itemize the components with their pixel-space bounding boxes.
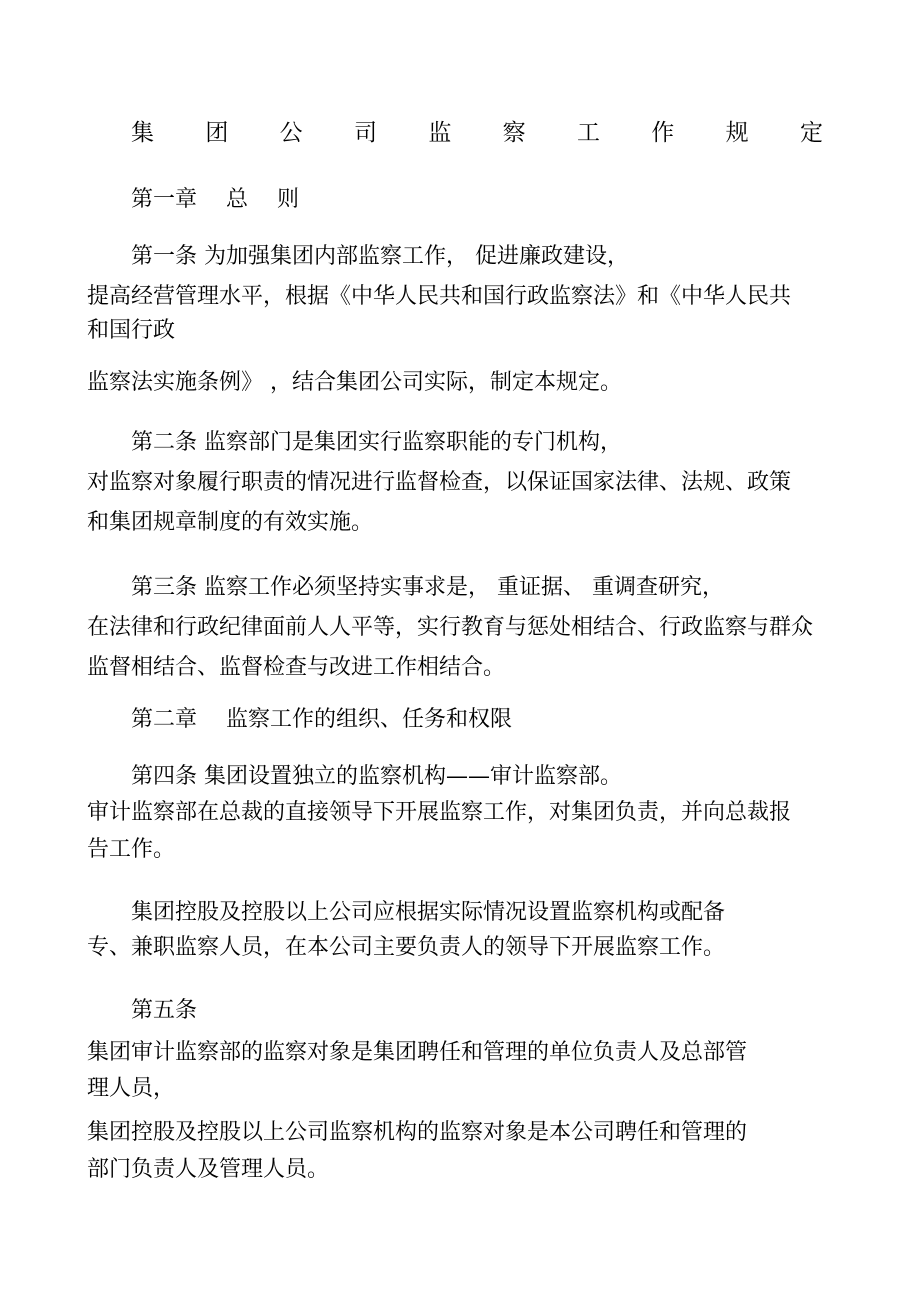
article-2-line: 第二条 监察部门是集团实行监察职能的专门机构， <box>131 430 622 455</box>
article-1-line: 第一条 为加强集团内部监察工作， 促进廉政建设， <box>131 244 629 269</box>
article-2-line: 对监察对象履行职责的情况进行监督检查，以保证国家法律、法规、政策 <box>87 470 792 495</box>
title-char: 集 <box>131 120 154 146</box>
article-2-line: 和集团规章制度的有效实施。 <box>87 510 374 535</box>
title-char: 工 <box>576 120 600 146</box>
article-5-heading: 第五条 <box>131 998 198 1023</box>
article-5-line: 集团控股及控股以上公司监察机构的监察对象是本公司聘任和管理的 <box>87 1120 748 1145</box>
title-char: 团 <box>205 120 229 146</box>
article-4-line: 告工作。 <box>87 837 176 862</box>
title-char: 监 <box>428 120 452 146</box>
article-5-line: 理人员， <box>87 1076 176 1101</box>
document-title <box>131 120 823 146</box>
article-5-line: 部门负责人及管理人员。 <box>87 1157 330 1182</box>
article-5-line: 集团审计监察部的监察对象是集团聘任和管理的单位负责人及总部管 <box>87 1040 748 1065</box>
article-4-line: 审计监察部在总裁的直接领导下开展监察工作，对集团负责，并向总裁报 <box>87 800 792 825</box>
article-3-line: 在法律和行政纪律面前人人平等，实行教育与惩处相结合、行政监察与群众 <box>87 615 814 640</box>
article-3-line: 监督相结合、监督检查与改进工作相结合。 <box>87 655 506 680</box>
article-4-para-2-line: 专、兼职监察人员，在本公司主要负责人的领导下开展监察工作。 <box>87 935 726 960</box>
chapter-1-heading: 第一章 总 则 <box>131 187 299 212</box>
title-char: 公 <box>279 120 303 146</box>
article-1-line: 提高经营管理水平，根据《中华人民共和国行政监察法》和《中华人民共 <box>87 284 792 309</box>
title-char: 定 <box>799 120 823 146</box>
title-char: 作 <box>651 120 675 146</box>
title-char: 规 <box>725 120 749 146</box>
article-4-line: 第四条 集团设置独立的监察机构——审计监察部。 <box>131 764 622 789</box>
article-4-para-2-line: 集团控股及控股以上公司应根据实际情况设置监察机构或配备 <box>131 900 726 925</box>
title-char: 司 <box>353 120 377 146</box>
article-1-line: 和国行政 <box>87 318 176 343</box>
article-3-line: 第三条 监察工作必须坚持实事求是， 重证据、 重调查研究， <box>131 575 724 600</box>
title-char: 察 <box>502 120 526 146</box>
article-1-line: 监察法实施条例》 ，结合集团公司实际，制定本规定。 <box>87 370 622 395</box>
chapter-2-heading: 第二章 监察工作的组织、任务和权限 <box>131 707 512 732</box>
